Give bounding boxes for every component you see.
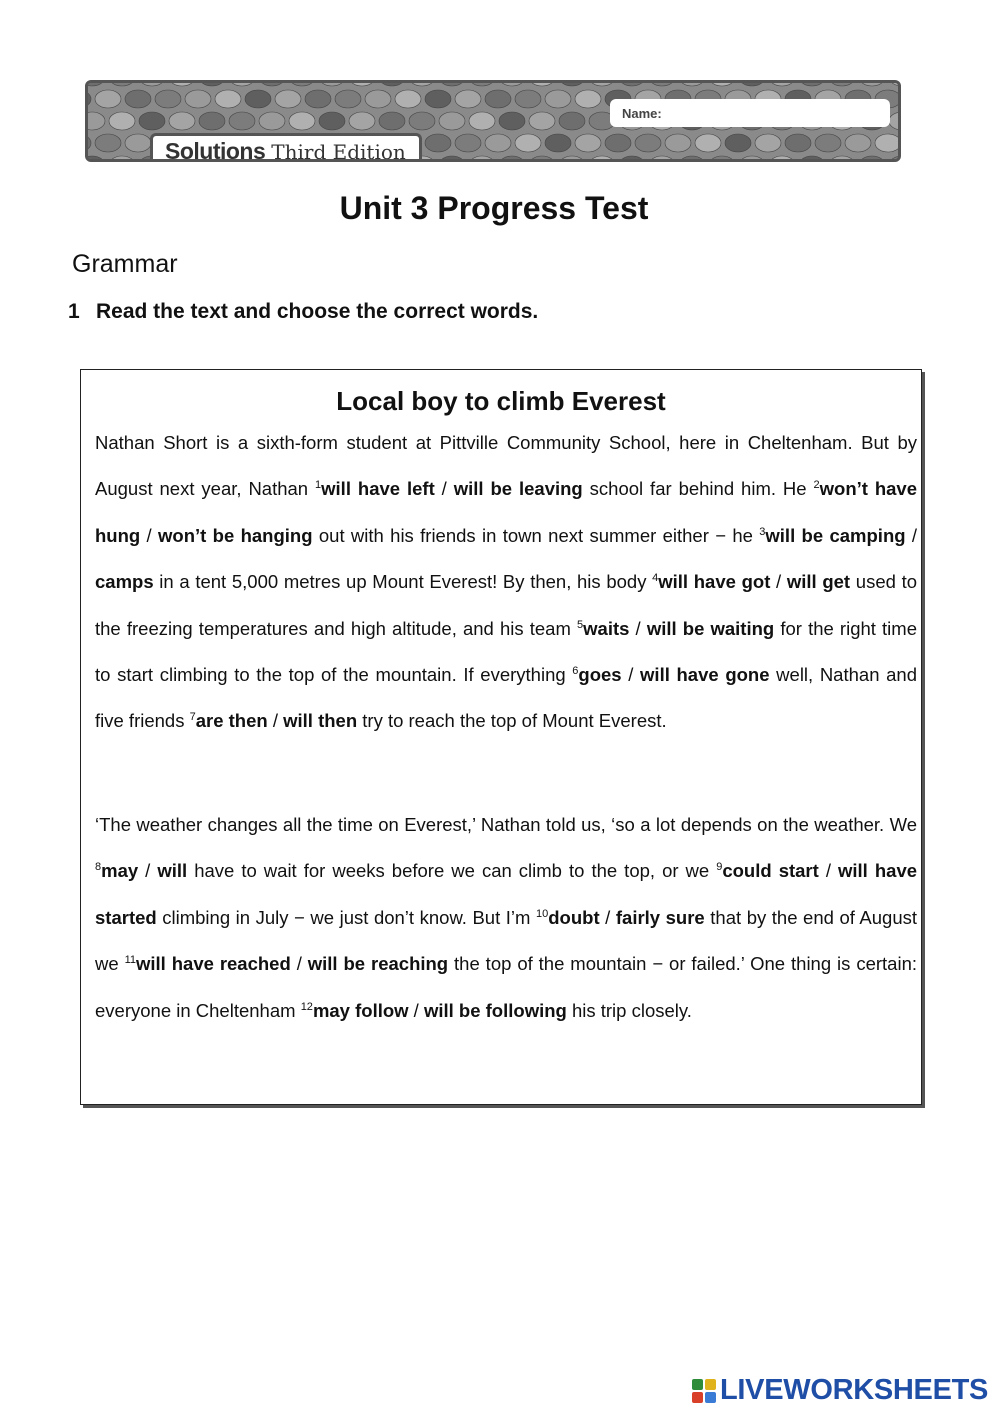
pebble-shape (649, 83, 675, 86)
option-2a[interactable]: won’t have hung (95, 478, 918, 546)
option-3a[interactable]: will be camping (765, 524, 906, 546)
option-6b[interactable]: will have gone (640, 664, 770, 686)
text-run: Nathan Short is a sixth-form student at Pittville Community School, here in Cheltenham. But by August next year, Nathan (95, 432, 917, 500)
pebble-shape (169, 83, 195, 86)
pebble-shape (709, 83, 735, 86)
pebble-shape (889, 112, 901, 130)
gap-number: 1 (315, 479, 322, 492)
text-run: that by the end of August we (95, 906, 918, 975)
page-title: Unit 3 Progress Test (339, 190, 649, 226)
text-run: climbing in July − we just don’t know. But I’m (156, 906, 536, 928)
pebble-shape (679, 83, 705, 86)
logo-block-red (692, 1392, 703, 1403)
pebble-shape (395, 90, 421, 108)
pebble-shape (665, 134, 691, 152)
option-6a[interactable]: goes (578, 664, 622, 686)
pebble-shape (319, 83, 345, 86)
pebble-shape (409, 83, 435, 86)
gap-number: 6 (572, 665, 579, 678)
text-run: have to wait for weeks before we can climb to the top, or we (187, 860, 717, 882)
pebble-shape (889, 156, 901, 162)
option-separator: / (140, 524, 159, 546)
pebble-shape (859, 156, 885, 162)
gap-number: 10 (536, 907, 549, 920)
pebble-shape (245, 90, 271, 108)
option-2b[interactable]: won’t be hanging (158, 524, 313, 546)
liveworksheets-logo (692, 1374, 988, 1407)
pebble-shape (439, 83, 465, 86)
brand-name: Solutions (165, 138, 266, 162)
option-separator: / (629, 617, 647, 639)
pebble-shape (605, 134, 631, 152)
pebble-shape (799, 156, 825, 162)
section-heading: Grammar (72, 250, 178, 278)
pebble-shape (109, 156, 135, 162)
pebble-shape (139, 83, 165, 86)
pebble-shape (305, 90, 331, 108)
pebble-shape (859, 83, 885, 86)
pebble-shape (709, 156, 735, 162)
pebble-shape (155, 90, 181, 108)
option-9a[interactable]: could start (722, 860, 819, 882)
pebble-shape (515, 134, 541, 152)
option-11b[interactable]: will be reaching (307, 953, 449, 975)
pebble-shape (455, 134, 481, 152)
pebble-shape (739, 156, 765, 162)
pebble-shape (469, 83, 495, 86)
pebble-shape (545, 134, 571, 152)
option-8b[interactable]: will (157, 860, 188, 882)
option-10b[interactable]: fairly sure (615, 906, 705, 928)
option-separator: / (290, 953, 308, 975)
option-1a[interactable]: will have left (321, 478, 435, 500)
pebble-shape (725, 134, 751, 152)
article-paragraph-1 (95, 420, 917, 745)
gap-number: 5 (577, 618, 584, 631)
pebble-shape (545, 90, 571, 108)
pebble-shape (379, 112, 405, 130)
pebble-shape (455, 90, 481, 108)
pebble-shape (425, 134, 451, 152)
pebble-shape (425, 90, 451, 108)
text-run: used to the freezing temperatures and high altitude, and his team (95, 571, 918, 639)
logo-block-blue (705, 1392, 716, 1403)
pebble-shape (169, 112, 195, 130)
pebble-shape (185, 90, 211, 108)
logo-block-green (692, 1379, 703, 1390)
pebble-shape (88, 83, 105, 86)
pebble-shape (499, 83, 525, 86)
pebble-shape (785, 134, 811, 152)
pebble-shape (499, 156, 525, 162)
gap-number: 4 (652, 572, 659, 585)
option-separator: / (905, 524, 918, 546)
option-separator: / (770, 571, 787, 593)
pebble-shape (469, 156, 495, 162)
pebble-shape (529, 156, 555, 162)
pebble-shape (485, 90, 511, 108)
pebble-shape (799, 83, 825, 86)
pebble-shape (589, 83, 615, 86)
pebble-shape (379, 83, 405, 86)
pebble-shape (229, 112, 255, 130)
option-separator: / (138, 860, 158, 882)
pebble-shape (229, 83, 255, 86)
pebble-shape (88, 90, 91, 108)
pebble-shape (125, 90, 151, 108)
gap-number: 7 (189, 711, 196, 724)
pebble-shape (769, 156, 795, 162)
pebble-shape (95, 90, 121, 108)
pebble-shape (845, 134, 871, 152)
option-separator: / (408, 999, 424, 1021)
option-12a[interactable]: may follow (312, 999, 409, 1021)
brand-edition: Third Edition (271, 139, 406, 162)
pebble-shape (499, 112, 525, 130)
pebble-shape (769, 83, 795, 86)
text-run: ‘The weather changes all the time on Everest,’ Nathan told us, ‘so a lot depends on the weather. We (95, 814, 917, 835)
pebble-shape (829, 156, 855, 162)
pebble-shape (575, 134, 601, 152)
name-input[interactable] (668, 101, 890, 125)
pebble-shape (215, 90, 241, 108)
option-3b[interactable]: camps (95, 571, 154, 593)
article-title: Local boy to climb Everest (336, 386, 666, 416)
gap-number: 2 (813, 479, 820, 492)
pebble-shape (649, 156, 675, 162)
pebble-shape (289, 112, 315, 130)
pebble-shape (679, 156, 705, 162)
option-7a[interactable]: are then (195, 710, 268, 732)
option-8a[interactable]: may (101, 860, 139, 882)
option-5b[interactable]: will be waiting (646, 617, 775, 639)
pebble-shape (349, 112, 375, 130)
pebble-shape (875, 134, 901, 152)
pebble-shape (739, 83, 765, 86)
gap-number: 3 (759, 525, 766, 538)
brand-tab (150, 133, 422, 162)
article-paragraph-2 (95, 802, 917, 1034)
option-1b[interactable]: will be leaving (453, 478, 583, 500)
pebble-shape (815, 134, 841, 152)
option-separator: / (267, 710, 284, 732)
pebble-shape (529, 83, 555, 86)
article-box (80, 369, 922, 1105)
pebble-shape (95, 134, 121, 152)
option-4a[interactable]: will have got (658, 571, 771, 593)
pebble-shape (559, 112, 585, 130)
text-run: for the right time to start climbing to the top of the mountain. If everything (95, 617, 917, 686)
option-10a[interactable]: doubt (548, 906, 600, 928)
pebble-shape (589, 156, 615, 162)
pebble-shape (289, 83, 315, 86)
option-separator: / (818, 860, 839, 882)
text-run: well, Nathan and five friends (95, 664, 917, 732)
logo-blocks-icon (692, 1379, 716, 1403)
pebble-shape (409, 112, 435, 130)
text-run: school far behind him. He (582, 478, 814, 500)
option-separator: / (599, 906, 616, 928)
header-banner (85, 80, 901, 162)
pebble-shape (139, 112, 165, 130)
text-run: try to reach the top of Mount Everest. (357, 710, 667, 732)
pebble-shape (365, 90, 391, 108)
pebble-shape (88, 134, 91, 152)
option-separator: / (621, 664, 641, 686)
pebble-shape (485, 134, 511, 152)
pebble-shape (529, 112, 555, 130)
pebble-shape (199, 83, 225, 86)
text-run: in a tent 5,000 metres up Mount Everest! By then, his body (153, 571, 653, 593)
pebble-shape (319, 112, 345, 130)
option-5a[interactable]: waits (583, 617, 630, 639)
name-field-box (610, 99, 890, 127)
pebble-shape (515, 90, 541, 108)
pebble-shape (889, 83, 901, 86)
pebble-shape (259, 83, 285, 86)
name-label: Name: (622, 105, 662, 121)
option-12b[interactable]: will be following (423, 999, 567, 1021)
pebble-shape (619, 83, 645, 86)
pebble-shape (109, 112, 135, 130)
pebble-shape (88, 156, 105, 162)
pebble-shape (619, 156, 645, 162)
pebble-shape (199, 112, 225, 130)
logo-block-yellow (705, 1379, 716, 1390)
exercise-instruction (68, 300, 538, 324)
pebble-shape (559, 83, 585, 86)
gap-number: 11 (124, 954, 136, 967)
pebble-shape (349, 83, 375, 86)
exercise-instruction-text: Read the text and choose the correct words. (96, 300, 539, 323)
pebble-shape (559, 156, 585, 162)
text-run: the top of the mountain − or failed.’ One thing is certain: everyone in Cheltenham (95, 953, 917, 1021)
logo-text: LIVEWORKSHEETS (720, 1374, 989, 1406)
pebble-shape (439, 112, 465, 130)
pebble-shape (829, 83, 855, 86)
pebble-shape (695, 134, 721, 152)
gap-number: 8 (95, 861, 102, 874)
pebble-shape (469, 112, 495, 130)
pebble-shape (575, 90, 601, 108)
pebble-shape (439, 156, 465, 162)
pebble-shape (109, 83, 135, 86)
pebble-shape (755, 134, 781, 152)
gap-number: 9 (716, 861, 723, 874)
option-4b[interactable]: will get (786, 571, 851, 593)
option-9b[interactable]: will have started (95, 860, 918, 928)
pebble-shape (259, 112, 285, 130)
pebble-shape (335, 90, 361, 108)
text-run: his trip closely. (566, 999, 692, 1021)
option-11a[interactable]: will have reached (136, 953, 291, 975)
option-7b[interactable]: will then (283, 710, 358, 732)
pebble-shape (125, 134, 151, 152)
text-run: out with his friends in town next summer either − he (312, 524, 760, 546)
gap-number: 12 (300, 1000, 313, 1013)
pebble-shape (635, 134, 661, 152)
option-separator: / (434, 478, 454, 500)
exercise-number: 1 (68, 300, 80, 323)
pebble-shape (275, 90, 301, 108)
pebble-shape (88, 112, 105, 130)
